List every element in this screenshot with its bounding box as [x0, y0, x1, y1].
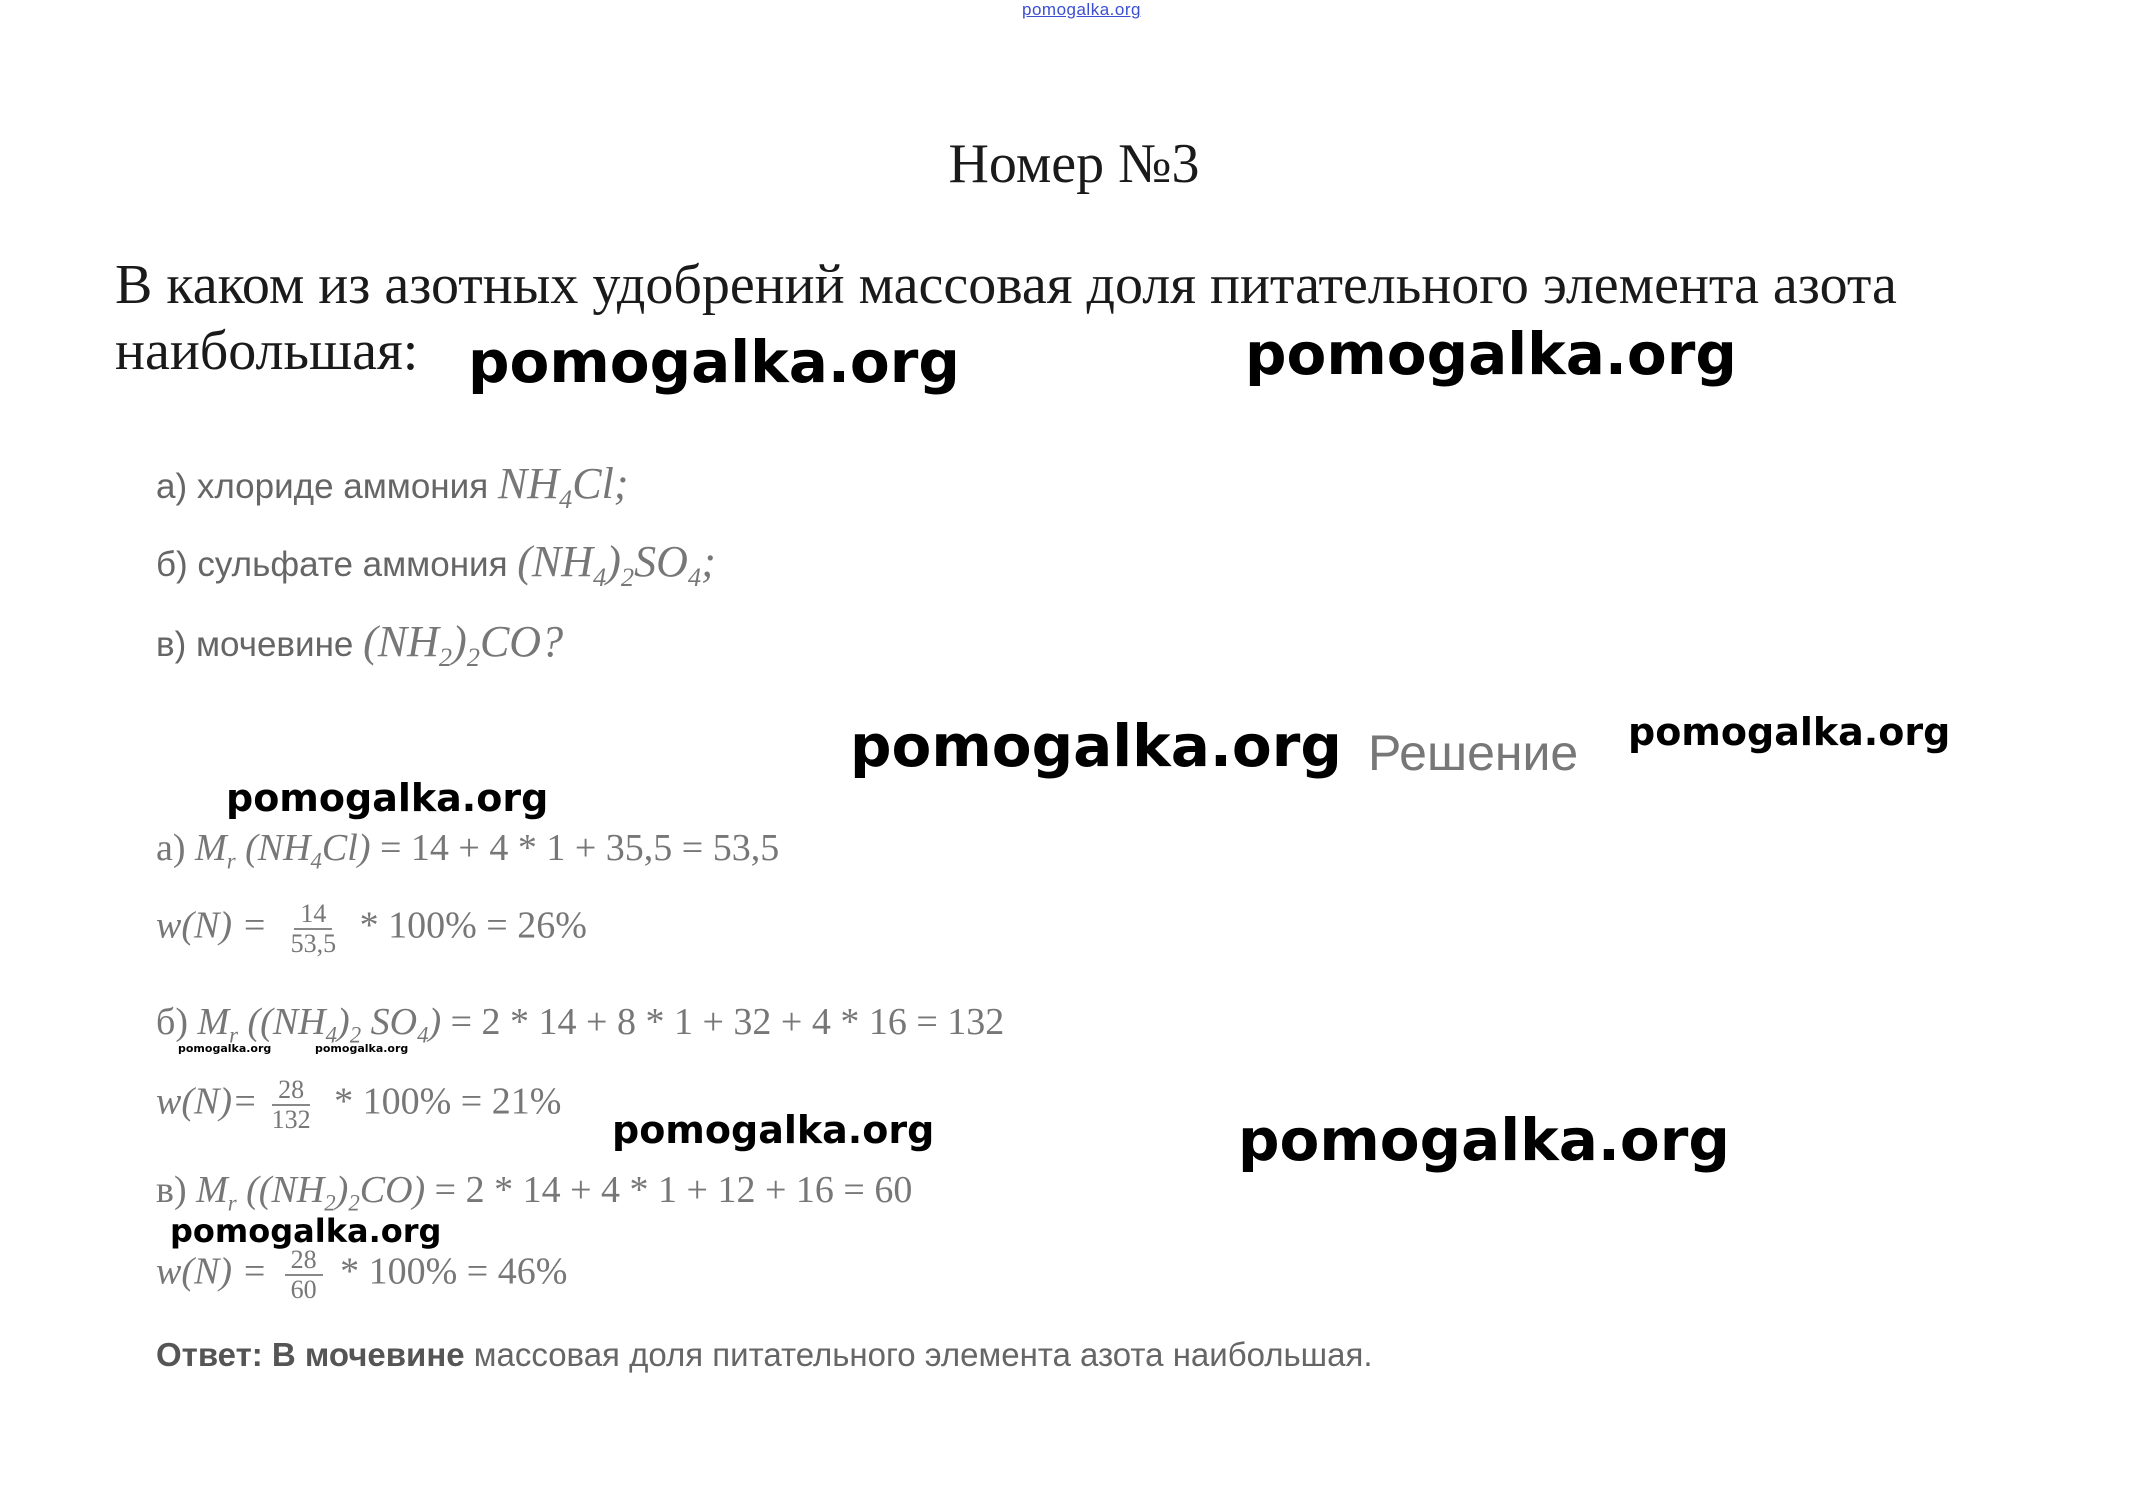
solution-c-w-rhs: * 100% = 46%: [340, 1250, 568, 1293]
watermark: pomogalka.org: [1238, 1106, 1730, 1174]
answer-bold: Ответ: В мочевине: [156, 1336, 465, 1373]
watermark: pomogalka.org: [170, 1212, 442, 1250]
solution-c-w-lhs: w(N) =: [156, 1250, 268, 1293]
fraction: [285, 900, 343, 958]
solution-a-mr: а) $M_r$ $(NH_4Cl) = 14 + 4 * 1 + 35,5 = 53,5$: [156, 827, 780, 874]
watermark: pomogalka.org: [850, 712, 1342, 780]
watermark: pomogalka.org: [226, 776, 549, 820]
option-b-formula: $(NH_4)_2SO_4$;: [517, 537, 716, 592]
option-a: [156, 458, 628, 515]
watermark: pomogalka.org: [612, 1108, 935, 1152]
option-c-label: в) мочевине: [156, 625, 354, 664]
site-link[interactable]: pomogalka.org: [1022, 0, 1141, 19]
solution-b-w-lhs: w(N)=: [156, 1080, 258, 1123]
solution-b-w-rhs: * 100% = 21%: [334, 1080, 562, 1123]
fraction-numerator: 14: [294, 900, 332, 930]
answer-rest: массовая доля питательного элемента азота наибольшая.: [464, 1336, 1373, 1373]
fraction: [285, 1246, 323, 1304]
fraction-denominator: 132: [271, 1105, 311, 1134]
solution-a-w-rhs: * 100% = 26%: [359, 904, 587, 947]
option-c-formula: $(NH_2)_2CO$?: [363, 617, 564, 672]
solution-a-w: [156, 900, 587, 958]
fraction-numerator: 28: [272, 1076, 310, 1106]
solution-a-w-lhs: w(N) =: [156, 904, 268, 947]
answer-line: [156, 1336, 1373, 1374]
solution-heading: Решение: [1368, 725, 1579, 781]
watermark: pomogalka.org: [315, 1042, 409, 1055]
option-a-formula: $NH_4Cl$;: [497, 459, 629, 514]
solution-b-w: [156, 1076, 561, 1134]
solution-c-w: [156, 1246, 567, 1304]
solution-c-mr: в) $M_r$ $((NH_2)_2CO) = 2 * 14 + 4 * 1 + 12 + 16 = 60$: [156, 1169, 913, 1216]
option-c: [156, 616, 563, 673]
fraction-numerator: 28: [285, 1246, 323, 1276]
watermark: pomogalka.org: [178, 1042, 272, 1055]
question-text: В каком из азотных удобрений массовая доля питательного элемента азота наибольшая:: [115, 254, 1897, 382]
fraction-denominator: 60: [290, 1275, 317, 1304]
option-b-label: б) сульфате аммония: [156, 545, 508, 584]
solution-b-mr: б) $M_r$ ($(NH_4)_2$ $SO_4) = 2 * 14 + 8 * 1 + 32 + 4 * 16 = 132$: [156, 1001, 1005, 1048]
option-b: [156, 536, 716, 593]
fraction-denominator: 53,5: [290, 929, 337, 958]
page-title: Номер №3: [948, 133, 1200, 195]
fraction: [266, 1076, 317, 1134]
watermark: pomogalka.org: [1245, 320, 1737, 388]
watermark: pomogalka.org: [468, 328, 960, 396]
option-a-label: а) хлориде аммония: [156, 467, 489, 506]
watermark: pomogalka.org: [1628, 710, 1951, 754]
